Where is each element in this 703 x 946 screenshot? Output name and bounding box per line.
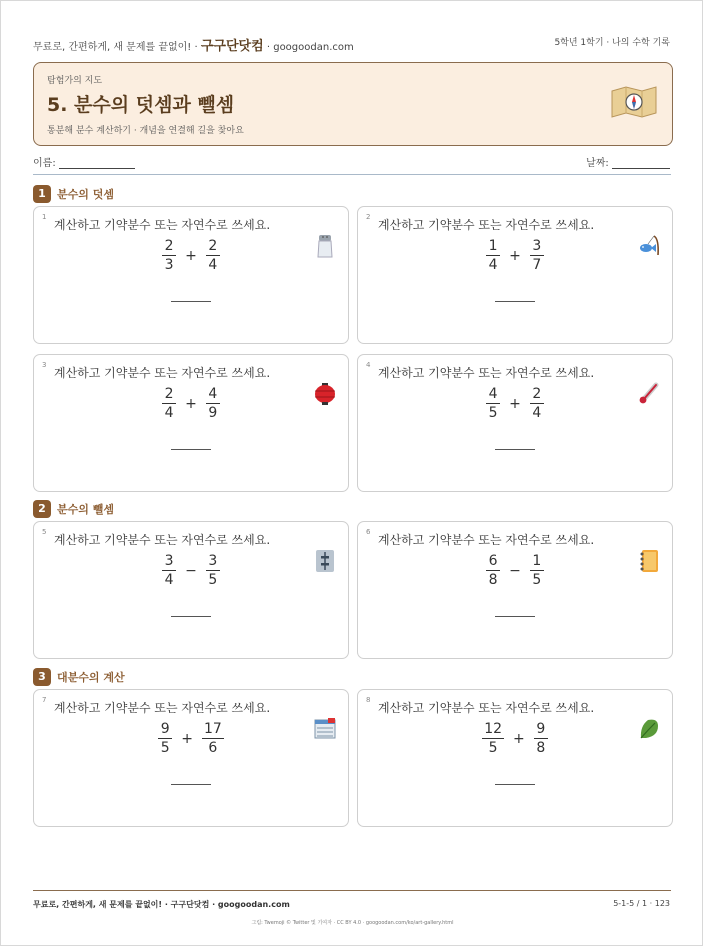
date-field[interactable] (586, 154, 670, 169)
section-heading (33, 498, 114, 516)
denominator: 5 (488, 740, 498, 756)
fraction (482, 720, 504, 757)
header-divider (33, 174, 671, 175)
name-field[interactable] (33, 154, 135, 169)
operator: − (509, 562, 521, 579)
site-url: · googoodan.com (266, 42, 354, 53)
page-code: 5-1-5 / 1 · 123 (613, 899, 670, 908)
section-number: 3 (33, 668, 51, 686)
page-title: 5. 분수의 덧셈과 뺄셈 (47, 94, 235, 116)
problem-number: 4 (366, 361, 371, 369)
denominator: 5 (208, 572, 218, 588)
fraction (486, 552, 500, 589)
fraction-expression (34, 385, 348, 422)
numerator: 2 (164, 238, 174, 254)
fraction (530, 552, 544, 589)
fraction (534, 720, 548, 757)
denominator: 7 (532, 257, 542, 273)
grade-info: 5학년 1학기 · 나의 수학 기록 (554, 38, 670, 48)
fraction (486, 385, 500, 422)
denominator: 6 (208, 740, 218, 756)
map-compass-icon (610, 85, 658, 119)
operator: + (509, 247, 521, 264)
numerator: 1 (532, 553, 542, 569)
problem-instruction: 계산하고 기약분수 또는 자연수로 쓰세요. (54, 533, 271, 547)
operator: + (513, 730, 525, 747)
numerator: 3 (164, 553, 174, 569)
answer-blank[interactable] (171, 784, 211, 785)
problem-instruction: 계산하고 기약분수 또는 자연수로 쓰세요. (378, 218, 595, 232)
problem-card (357, 206, 673, 344)
footer-divider (33, 890, 671, 891)
image-credit: 그림: Twemoji © Twitter 및 기여자 · CC BY 4.0 · googoodan.com/ko/art-gallery.html (251, 920, 454, 926)
problem-number: 1 (42, 213, 47, 221)
answer-blank[interactable] (171, 449, 211, 450)
operator: − (185, 562, 197, 579)
fraction (158, 720, 172, 757)
fraction-expression (358, 385, 672, 422)
denominator: 4 (532, 405, 542, 421)
date-label: 날짜: (586, 158, 609, 169)
denominator: 5 (160, 740, 170, 756)
problem-number: 2 (366, 213, 371, 221)
numerator: 1 (488, 238, 498, 254)
fraction (530, 385, 544, 422)
problem-number: 5 (42, 528, 47, 536)
answer-blank[interactable] (495, 616, 535, 617)
fraction (206, 552, 220, 589)
problem-card (33, 521, 349, 659)
section-number: 2 (33, 500, 51, 518)
problem-instruction: 계산하고 기약분수 또는 자연수로 쓰세요. (378, 533, 595, 547)
denominator: 4 (164, 572, 174, 588)
fraction (206, 385, 220, 422)
section-label: 분수의 뺄셈 (57, 502, 114, 516)
numerator: 2 (164, 386, 174, 402)
problem-number: 6 (366, 528, 371, 536)
section-heading (33, 183, 114, 201)
denominator: 4 (488, 257, 498, 273)
fraction (162, 385, 176, 422)
fraction (486, 237, 500, 274)
fraction (530, 237, 544, 274)
problem-number: 3 (42, 361, 47, 369)
problem-card (357, 354, 673, 492)
numerator: 9 (536, 721, 546, 737)
fraction-expression (34, 237, 348, 274)
section-heading (33, 666, 125, 684)
numerator: 3 (208, 553, 218, 569)
footer-tagline: 무료로, 간편하게, 새 문제를 끝없이! · 구구단닷컴 · googoodan.com (33, 900, 290, 909)
problem-instruction: 계산하고 기약분수 또는 자연수로 쓰세요. (54, 218, 271, 232)
numerator: 6 (488, 553, 498, 569)
banner-subtitle: 통분해 분수 계산하기 · 개념을 연결해 길을 찾아요 (47, 126, 244, 136)
answer-blank[interactable] (495, 784, 535, 785)
title-banner (33, 62, 673, 146)
name-blank[interactable] (59, 158, 135, 169)
fraction (162, 237, 176, 274)
numerator: 17 (203, 721, 222, 737)
denominator: 8 (488, 572, 498, 588)
numerator: 2 (532, 386, 542, 402)
date-blank[interactable] (612, 158, 670, 169)
numerator: 4 (488, 386, 498, 402)
section-label: 분수의 덧셈 (57, 187, 114, 201)
answer-blank[interactable] (171, 616, 211, 617)
answer-blank[interactable] (495, 449, 535, 450)
fraction-expression (358, 552, 672, 589)
brand-name: 구구단닷컴 (200, 39, 264, 54)
denominator: 9 (208, 405, 218, 421)
fraction-expression (358, 720, 672, 757)
problem-instruction: 계산하고 기약분수 또는 자연수로 쓰세요. (378, 701, 595, 715)
operator: + (181, 730, 193, 747)
problem-instruction: 계산하고 기약분수 또는 자연수로 쓰세요. (378, 366, 595, 380)
numerator: 4 (208, 386, 218, 402)
tagline: 무료로, 간편하게, 새 문제를 끝없이! · (33, 42, 198, 53)
denominator: 5 (488, 405, 498, 421)
problem-card (357, 689, 673, 827)
section-number: 1 (33, 185, 51, 203)
denominator: 8 (536, 740, 546, 756)
numerator: 3 (532, 238, 542, 254)
problem-instruction: 계산하고 기약분수 또는 자연수로 쓰세요. (54, 701, 271, 715)
fraction (162, 552, 176, 589)
denominator: 4 (164, 405, 174, 421)
problem-instruction: 계산하고 기약분수 또는 자연수로 쓰세요. (54, 366, 271, 380)
operator: + (509, 395, 521, 412)
fraction (206, 237, 220, 274)
fraction-expression (358, 237, 672, 274)
problem-number: 8 (366, 696, 371, 704)
name-label: 이름: (33, 158, 56, 169)
numerator: 9 (160, 721, 170, 737)
operator: + (185, 247, 197, 264)
answer-blank[interactable] (495, 301, 535, 302)
problem-card (33, 206, 349, 344)
fraction (202, 720, 224, 757)
problem-card (357, 521, 673, 659)
denominator: 5 (532, 572, 542, 588)
site-header (33, 35, 354, 54)
operator: + (185, 395, 197, 412)
numerator: 2 (208, 238, 218, 254)
numerator: 12 (484, 721, 503, 737)
problem-card (33, 354, 349, 492)
problem-card (33, 689, 349, 827)
fraction-expression (34, 552, 348, 589)
banner-kicker: 탐험가의 지도 (47, 76, 103, 86)
denominator: 4 (208, 257, 218, 273)
problem-number: 7 (42, 696, 47, 704)
section-label: 대분수의 계산 (57, 670, 125, 684)
fraction-expression (34, 720, 348, 757)
answer-blank[interactable] (171, 301, 211, 302)
denominator: 3 (164, 257, 174, 273)
